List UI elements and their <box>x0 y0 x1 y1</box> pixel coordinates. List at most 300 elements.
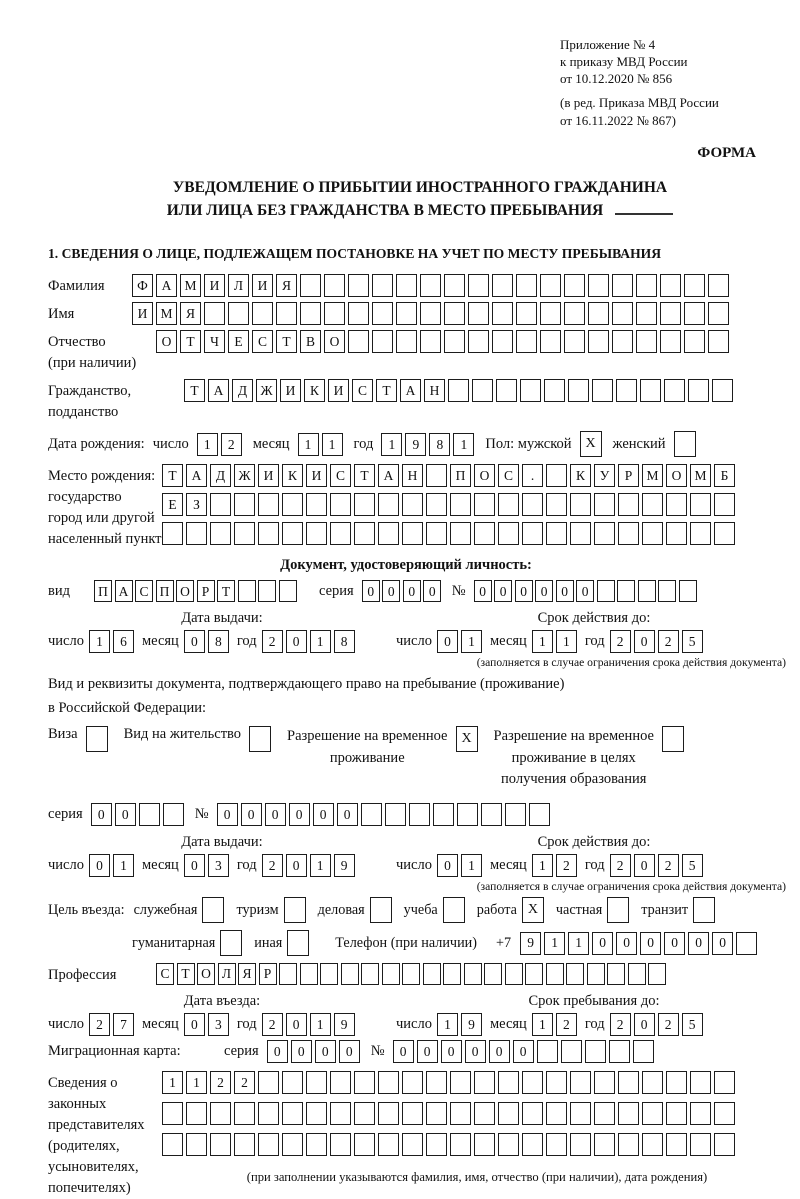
char-box[interactable] <box>282 522 303 545</box>
char-box[interactable] <box>330 1071 351 1094</box>
char-box[interactable]: И <box>328 379 349 402</box>
char-box[interactable] <box>642 522 663 545</box>
char-box[interactable]: Н <box>424 379 445 402</box>
char-box[interactable] <box>450 1102 471 1125</box>
char-box[interactable]: Е <box>162 493 183 516</box>
char-box[interactable] <box>522 522 543 545</box>
char-box[interactable] <box>648 963 666 985</box>
char-box[interactable] <box>426 1071 447 1094</box>
char-box[interactable] <box>282 493 303 516</box>
char-box[interactable]: Т <box>217 580 235 602</box>
char-box[interactable] <box>306 1133 327 1156</box>
char-box[interactable] <box>234 1102 255 1125</box>
char-box[interactable] <box>612 330 633 353</box>
char-box[interactable] <box>660 274 681 297</box>
char-box[interactable]: В <box>300 330 321 353</box>
char-box[interactable]: Ф <box>132 274 153 297</box>
char-box[interactable] <box>736 932 757 955</box>
char-box[interactable] <box>361 963 379 985</box>
char-box[interactable] <box>592 379 613 402</box>
char-box[interactable] <box>474 1133 495 1156</box>
char-box[interactable]: 0 <box>576 580 594 602</box>
char-box[interactable]: 1 <box>197 433 218 456</box>
char-box[interactable] <box>690 1102 711 1125</box>
char-box[interactable] <box>330 1102 351 1125</box>
char-box[interactable]: 2 <box>556 1013 577 1036</box>
char-box[interactable] <box>481 803 502 826</box>
char-box[interactable] <box>607 897 629 923</box>
char-box[interactable] <box>544 379 565 402</box>
char-box[interactable] <box>402 1102 423 1125</box>
char-box[interactable]: 8 <box>334 630 355 653</box>
char-box[interactable]: 0 <box>423 580 441 602</box>
char-box[interactable] <box>258 1133 279 1156</box>
char-box[interactable]: 5 <box>682 630 703 653</box>
char-box[interactable] <box>396 302 417 325</box>
char-box[interactable]: И <box>306 464 327 487</box>
char-box[interactable] <box>186 1133 207 1156</box>
char-box[interactable] <box>642 1102 663 1125</box>
char-box[interactable] <box>492 302 513 325</box>
char-box[interactable]: 1 <box>437 1013 458 1036</box>
char-box[interactable] <box>570 493 591 516</box>
char-box[interactable] <box>568 379 589 402</box>
char-box[interactable]: 1 <box>113 854 134 877</box>
char-box[interactable]: 5 <box>682 1013 703 1036</box>
char-box[interactable]: О <box>197 963 215 985</box>
char-box[interactable] <box>279 963 297 985</box>
char-box[interactable] <box>306 1102 327 1125</box>
char-box[interactable]: И <box>280 379 301 402</box>
char-box[interactable]: П <box>156 580 174 602</box>
char-box[interactable] <box>684 274 705 297</box>
char-box[interactable] <box>546 1071 567 1094</box>
char-box[interactable] <box>448 379 469 402</box>
checkbox[interactable]: X <box>580 431 602 457</box>
char-box[interactable] <box>306 493 327 516</box>
char-box[interactable]: О <box>474 464 495 487</box>
char-box[interactable] <box>163 803 184 826</box>
char-box[interactable] <box>409 803 430 826</box>
char-box[interactable]: А <box>400 379 421 402</box>
char-box[interactable]: 1 <box>186 1071 207 1094</box>
char-box[interactable] <box>492 330 513 353</box>
char-box[interactable]: 0 <box>289 803 310 826</box>
char-box[interactable]: 8 <box>429 433 450 456</box>
char-box[interactable] <box>282 1102 303 1125</box>
char-box[interactable] <box>300 274 321 297</box>
char-box[interactable] <box>505 963 523 985</box>
char-box[interactable]: 0 <box>640 932 661 955</box>
char-box[interactable] <box>564 302 585 325</box>
char-box[interactable] <box>186 522 207 545</box>
char-box[interactable]: 2 <box>262 854 283 877</box>
char-box[interactable]: 0 <box>291 1040 312 1063</box>
char-box[interactable] <box>426 522 447 545</box>
char-box[interactable]: 2 <box>262 630 283 653</box>
char-box[interactable] <box>468 302 489 325</box>
char-box[interactable]: 1 <box>532 854 553 877</box>
char-box[interactable]: 0 <box>688 932 709 955</box>
char-box[interactable] <box>468 274 489 297</box>
char-box[interactable] <box>498 1071 519 1094</box>
char-box[interactable] <box>522 1102 543 1125</box>
char-box[interactable] <box>443 897 465 923</box>
char-box[interactable] <box>354 1133 375 1156</box>
char-box[interactable] <box>330 493 351 516</box>
char-box[interactable] <box>330 522 351 545</box>
char-box[interactable] <box>617 580 635 602</box>
char-box[interactable] <box>546 1102 567 1125</box>
checkbox[interactable] <box>674 431 696 457</box>
char-box[interactable]: 0 <box>592 932 613 955</box>
char-box[interactable] <box>505 803 526 826</box>
char-box[interactable] <box>597 580 615 602</box>
char-box[interactable] <box>450 1071 471 1094</box>
char-box[interactable]: 0 <box>403 580 421 602</box>
char-box[interactable]: 7 <box>113 1013 134 1036</box>
char-box[interactable] <box>525 963 543 985</box>
char-box[interactable] <box>662 726 684 752</box>
char-box[interactable]: 2 <box>658 1013 679 1036</box>
char-box[interactable] <box>162 1133 183 1156</box>
char-box[interactable] <box>468 330 489 353</box>
char-box[interactable] <box>498 493 519 516</box>
char-box[interactable]: Ж <box>234 464 255 487</box>
char-box[interactable]: Р <box>197 580 215 602</box>
char-box[interactable]: 0 <box>382 580 400 602</box>
char-box[interactable] <box>258 522 279 545</box>
char-box[interactable] <box>162 1102 183 1125</box>
char-box[interactable]: 1 <box>461 630 482 653</box>
char-box[interactable]: 0 <box>417 1040 438 1063</box>
char-box[interactable] <box>612 274 633 297</box>
char-box[interactable] <box>320 963 338 985</box>
char-box[interactable] <box>258 1071 279 1094</box>
char-box[interactable]: 9 <box>520 932 541 955</box>
char-box[interactable]: Т <box>177 963 195 985</box>
char-box[interactable] <box>618 493 639 516</box>
char-box[interactable]: А <box>208 379 229 402</box>
char-box[interactable] <box>423 963 441 985</box>
char-box[interactable] <box>633 1040 654 1063</box>
char-box[interactable]: 3 <box>208 1013 229 1036</box>
char-box[interactable] <box>618 1133 639 1156</box>
char-box[interactable]: Д <box>210 464 231 487</box>
char-box[interactable]: У <box>594 464 615 487</box>
char-box[interactable]: С <box>498 464 519 487</box>
char-box[interactable] <box>341 963 359 985</box>
char-box[interactable]: Т <box>184 379 205 402</box>
char-box[interactable]: 2 <box>210 1071 231 1094</box>
char-box[interactable]: 0 <box>465 1040 486 1063</box>
char-box[interactable] <box>300 302 321 325</box>
char-box[interactable]: 0 <box>286 630 307 653</box>
char-box[interactable] <box>690 522 711 545</box>
char-box[interactable]: С <box>135 580 153 602</box>
char-box[interactable]: 0 <box>513 1040 534 1063</box>
char-box[interactable]: 1 <box>556 630 577 653</box>
char-box[interactable]: 0 <box>315 1040 336 1063</box>
char-box[interactable] <box>498 522 519 545</box>
char-box[interactable] <box>546 1133 567 1156</box>
char-box[interactable] <box>594 1133 615 1156</box>
char-box[interactable] <box>708 330 729 353</box>
char-box[interactable]: О <box>156 330 177 353</box>
char-box[interactable]: 0 <box>265 803 286 826</box>
char-box[interactable] <box>546 963 564 985</box>
char-box[interactable]: 0 <box>339 1040 360 1063</box>
char-box[interactable] <box>378 1102 399 1125</box>
char-box[interactable] <box>666 1133 687 1156</box>
char-box[interactable] <box>588 302 609 325</box>
char-box[interactable]: 1 <box>162 1071 183 1094</box>
char-box[interactable]: 1 <box>89 630 110 653</box>
char-box[interactable] <box>546 464 567 487</box>
char-box[interactable] <box>306 1071 327 1094</box>
char-box[interactable]: 0 <box>184 630 205 653</box>
char-box[interactable] <box>396 330 417 353</box>
char-box[interactable] <box>660 330 681 353</box>
char-box[interactable] <box>282 1071 303 1094</box>
char-box[interactable] <box>324 274 345 297</box>
char-box[interactable]: 0 <box>337 803 358 826</box>
char-box[interactable] <box>642 1071 663 1094</box>
char-box[interactable]: 2 <box>556 854 577 877</box>
char-box[interactable] <box>690 1071 711 1094</box>
char-box[interactable]: 0 <box>217 803 238 826</box>
char-box[interactable]: Д <box>232 379 253 402</box>
char-box[interactable] <box>279 580 297 602</box>
char-box[interactable]: 0 <box>184 854 205 877</box>
char-box[interactable]: С <box>156 963 174 985</box>
char-box[interactable]: М <box>156 302 177 325</box>
char-box[interactable] <box>234 1133 255 1156</box>
char-box[interactable]: 0 <box>535 580 553 602</box>
char-box[interactable]: 0 <box>474 580 492 602</box>
char-box[interactable]: 1 <box>310 854 331 877</box>
char-box[interactable] <box>664 379 685 402</box>
char-box[interactable]: 0 <box>184 1013 205 1036</box>
char-box[interactable]: 1 <box>461 854 482 877</box>
char-box[interactable] <box>566 963 584 985</box>
char-box[interactable]: А <box>115 580 133 602</box>
char-box[interactable]: 2 <box>658 630 679 653</box>
char-box[interactable]: О <box>666 464 687 487</box>
char-box[interactable] <box>402 493 423 516</box>
char-box[interactable]: . <box>522 464 543 487</box>
char-box[interactable]: 1 <box>544 932 565 955</box>
char-box[interactable] <box>372 330 393 353</box>
char-box[interactable]: 0 <box>437 630 458 653</box>
char-box[interactable] <box>666 1102 687 1125</box>
char-box[interactable] <box>522 493 543 516</box>
char-box[interactable] <box>276 302 297 325</box>
char-box[interactable] <box>708 302 729 325</box>
char-box[interactable] <box>228 302 249 325</box>
char-box[interactable] <box>162 522 183 545</box>
char-box[interactable]: 1 <box>568 932 589 955</box>
char-box[interactable]: 0 <box>313 803 334 826</box>
char-box[interactable] <box>444 302 465 325</box>
char-box[interactable]: 1 <box>310 1013 331 1036</box>
char-box[interactable] <box>300 963 318 985</box>
char-box[interactable] <box>561 1040 582 1063</box>
char-box[interactable] <box>450 1133 471 1156</box>
char-box[interactable] <box>372 302 393 325</box>
char-box[interactable]: X <box>522 897 544 923</box>
char-box[interactable] <box>642 493 663 516</box>
char-box[interactable] <box>420 274 441 297</box>
char-box[interactable] <box>570 1133 591 1156</box>
char-box[interactable] <box>402 522 423 545</box>
char-box[interactable] <box>628 963 646 985</box>
char-box[interactable] <box>516 302 537 325</box>
char-box[interactable] <box>564 274 585 297</box>
char-box[interactable] <box>210 1133 231 1156</box>
char-box[interactable] <box>450 493 471 516</box>
char-box[interactable]: 0 <box>362 580 380 602</box>
char-box[interactable] <box>679 580 697 602</box>
char-box[interactable] <box>287 930 309 956</box>
char-box[interactable]: К <box>570 464 591 487</box>
char-box[interactable] <box>426 493 447 516</box>
char-box[interactable] <box>570 1071 591 1094</box>
char-box[interactable] <box>234 522 255 545</box>
char-box[interactable] <box>396 274 417 297</box>
char-box[interactable] <box>361 803 382 826</box>
char-box[interactable] <box>636 302 657 325</box>
char-box[interactable]: О <box>324 330 345 353</box>
char-box[interactable] <box>714 1133 735 1156</box>
char-box[interactable]: 0 <box>634 1013 655 1036</box>
char-box[interactable]: А <box>186 464 207 487</box>
char-box[interactable] <box>609 1040 630 1063</box>
char-box[interactable]: Р <box>259 963 277 985</box>
char-box[interactable] <box>690 493 711 516</box>
char-box[interactable] <box>570 522 591 545</box>
char-box[interactable]: П <box>450 464 471 487</box>
char-box[interactable]: 6 <box>113 630 134 653</box>
char-box[interactable]: 1 <box>322 433 343 456</box>
char-box[interactable] <box>712 379 733 402</box>
char-box[interactable] <box>249 726 271 752</box>
char-box[interactable] <box>370 897 392 923</box>
char-box[interactable] <box>570 1102 591 1125</box>
char-box[interactable] <box>426 1133 447 1156</box>
char-box[interactable] <box>210 522 231 545</box>
char-box[interactable] <box>522 1071 543 1094</box>
char-box[interactable] <box>372 274 393 297</box>
char-box[interactable]: Т <box>276 330 297 353</box>
char-box[interactable]: 1 <box>532 630 553 653</box>
char-box[interactable]: М <box>642 464 663 487</box>
char-box[interactable]: М <box>180 274 201 297</box>
char-box[interactable] <box>420 330 441 353</box>
char-box[interactable]: 0 <box>489 1040 510 1063</box>
char-box[interactable]: 2 <box>221 433 242 456</box>
char-box[interactable] <box>546 493 567 516</box>
char-box[interactable] <box>714 1071 735 1094</box>
char-box[interactable] <box>474 493 495 516</box>
char-box[interactable]: 2 <box>610 854 631 877</box>
char-box[interactable]: И <box>204 274 225 297</box>
char-box[interactable]: С <box>252 330 273 353</box>
char-box[interactable] <box>238 580 256 602</box>
char-box[interactable]: 9 <box>334 854 355 877</box>
char-box[interactable] <box>666 522 687 545</box>
char-box[interactable]: К <box>282 464 303 487</box>
char-box[interactable]: Т <box>162 464 183 487</box>
char-box[interactable]: Н <box>402 464 423 487</box>
char-box[interactable]: 1 <box>532 1013 553 1036</box>
char-box[interactable] <box>636 274 657 297</box>
char-box[interactable] <box>714 522 735 545</box>
char-box[interactable]: 0 <box>89 854 110 877</box>
char-box[interactable]: 0 <box>515 580 533 602</box>
char-box[interactable] <box>660 302 681 325</box>
char-box[interactable] <box>457 803 478 826</box>
char-box[interactable] <box>714 1102 735 1125</box>
char-box[interactable] <box>520 379 541 402</box>
char-box[interactable]: Т <box>376 379 397 402</box>
char-box[interactable]: С <box>330 464 351 487</box>
char-box[interactable]: 9 <box>461 1013 482 1036</box>
char-box[interactable] <box>658 580 676 602</box>
char-box[interactable] <box>618 522 639 545</box>
char-box[interactable]: 2 <box>89 1013 110 1036</box>
char-box[interactable]: 0 <box>115 803 136 826</box>
char-box[interactable] <box>498 1102 519 1125</box>
char-box[interactable] <box>684 330 705 353</box>
char-box[interactable] <box>496 379 517 402</box>
char-box[interactable]: 0 <box>393 1040 414 1063</box>
char-box[interactable] <box>616 379 637 402</box>
char-box[interactable] <box>420 302 441 325</box>
char-box[interactable] <box>330 1133 351 1156</box>
char-box[interactable] <box>282 1133 303 1156</box>
char-box[interactable] <box>594 493 615 516</box>
char-box[interactable] <box>426 1102 447 1125</box>
char-box[interactable] <box>492 274 513 297</box>
char-box[interactable] <box>666 1071 687 1094</box>
char-box[interactable] <box>354 493 375 516</box>
char-box[interactable] <box>612 302 633 325</box>
char-box[interactable]: 2 <box>658 854 679 877</box>
char-box[interactable]: 0 <box>494 580 512 602</box>
char-box[interactable] <box>474 522 495 545</box>
char-box[interactable] <box>378 493 399 516</box>
char-box[interactable]: 0 <box>91 803 112 826</box>
char-box[interactable] <box>540 330 561 353</box>
char-box[interactable]: 0 <box>616 932 637 955</box>
char-box[interactable] <box>684 302 705 325</box>
char-box[interactable]: М <box>690 464 711 487</box>
char-box[interactable]: Л <box>218 963 236 985</box>
char-box[interactable] <box>258 580 276 602</box>
char-box[interactable] <box>348 330 369 353</box>
char-box[interactable]: Я <box>238 963 256 985</box>
char-box[interactable] <box>666 493 687 516</box>
char-box[interactable]: 2 <box>610 1013 631 1036</box>
char-box[interactable]: 0 <box>664 932 685 955</box>
char-box[interactable]: О <box>176 580 194 602</box>
char-box[interactable]: Е <box>228 330 249 353</box>
char-box[interactable] <box>354 522 375 545</box>
char-box[interactable] <box>640 379 661 402</box>
char-box[interactable]: 5 <box>682 854 703 877</box>
char-box[interactable] <box>348 302 369 325</box>
